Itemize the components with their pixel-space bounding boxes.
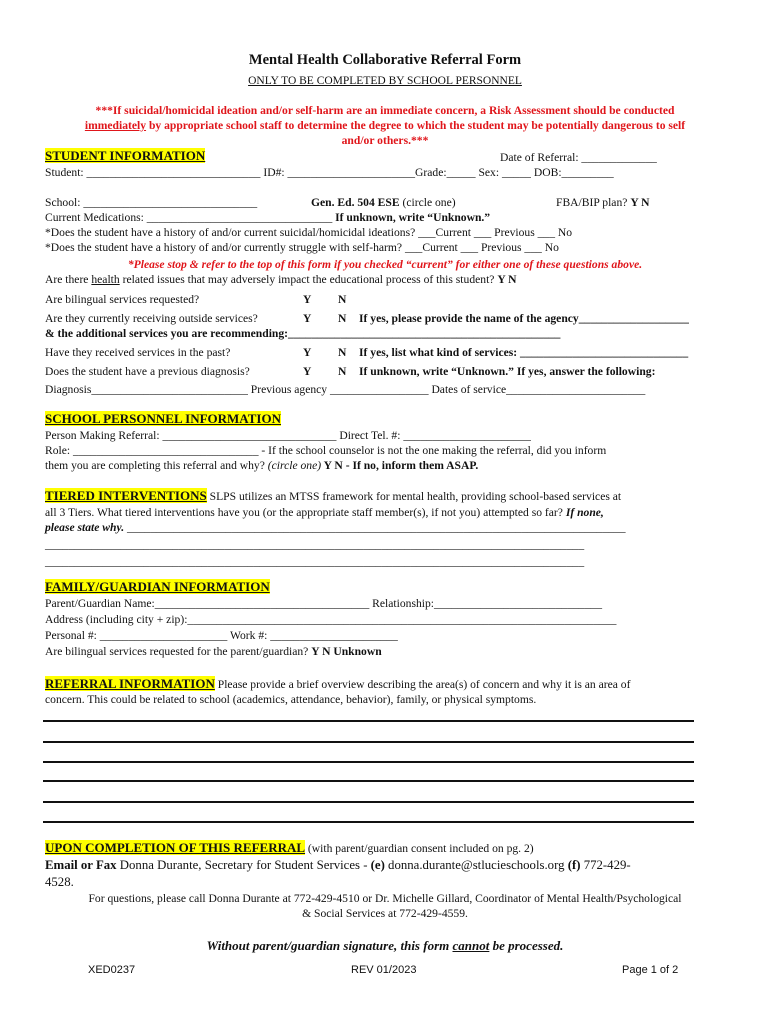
- program-options[interactable]: [311, 195, 456, 210]
- referral-answer-line-1[interactable]: [43, 720, 694, 722]
- referral-answer-line-3[interactable]: [43, 761, 694, 763]
- referral-answer-line-4[interactable]: [43, 780, 694, 782]
- past-y[interactable]: Y: [303, 346, 312, 359]
- diagnosis-note: If unknown, write “Unknown.” If yes, answer the following:: [359, 365, 656, 378]
- personnel-info-heading-text: SCHOOL PERSONNEL INFORMATION: [45, 411, 281, 426]
- parent-bilingual-text: Are bilingual services requested for the parent/guardian?: [45, 645, 309, 658]
- parent-bilingual-question[interactable]: [45, 644, 382, 659]
- health-q-end: related issues that may adversely impact the educational process of this student?: [119, 273, 495, 286]
- contact-name: Donna Durante, Secretary for Student Services -: [116, 858, 371, 872]
- outside-n[interactable]: N: [338, 312, 347, 325]
- suicidal-ideation-question[interactable]: [45, 225, 572, 240]
- tiered-blank-3[interactable]: _____________________________________________________________________________________________: [45, 555, 585, 568]
- tiered-interventions-line-3[interactable]: [45, 520, 626, 535]
- phone-line[interactable]: Personal #: ______________________ Work #: ______________________: [45, 629, 398, 642]
- health-options[interactable]: Y N: [497, 273, 517, 286]
- inform-counselor-question[interactable]: [45, 458, 478, 473]
- contact-line-2: 4528.: [45, 875, 74, 889]
- diagnosis-details-line[interactable]: Diagnosis___________________________ Previous agency _________________ Dates of service________________________: [45, 383, 646, 396]
- agency-name-field[interactable]: If yes, please provide the name of the agency___________________: [359, 312, 689, 325]
- program-options-text: Gen. Ed. 504 ESE: [311, 196, 400, 209]
- date-of-referral-field[interactable]: Date of Referral: _____________: [500, 151, 657, 164]
- health-q-start: Are there: [45, 273, 92, 286]
- fba-bip-question[interactable]: [556, 195, 650, 210]
- role-line[interactable]: Role: ________________________________ - If the school counselor is not the one making the referral, did you inform: [45, 444, 607, 457]
- tiered-interventions-line-2: [45, 505, 604, 520]
- health-question[interactable]: [45, 272, 517, 287]
- warning-text-rest: by appropriate school staff to determine the degree to which the student may be potentially dangerous to self: [146, 119, 686, 132]
- personnel-info-heading: [45, 411, 281, 427]
- bilingual-n[interactable]: N: [338, 293, 347, 306]
- self-harm-text: *Does the student have a history of and/or currently struggle with self-harm? ___Current ___ Previous ___ No: [45, 241, 559, 254]
- warning-line-2: [0, 118, 770, 133]
- tiered-if-none: If none,: [562, 506, 604, 519]
- footer-page-number: Page 1 of 2: [622, 964, 679, 976]
- completion-heading: UPON COMPLETION OF THIS REFERRAL: [45, 840, 306, 855]
- referral-answer-line-5[interactable]: [43, 801, 694, 803]
- signature-text-end: be processed.: [489, 938, 564, 953]
- fax-label: (f): [567, 858, 581, 872]
- referral-info-line-1: [45, 676, 630, 692]
- tiered-interventions-heading: TIERED INTERVENTIONS: [45, 488, 207, 503]
- email-or-fax-label: Email or Fax: [45, 858, 117, 872]
- referral-info-line-2: concern. This could be related to school (academics, attendance, behavior), family, or physical symptoms.: [45, 693, 537, 706]
- parent-name-line[interactable]: Parent/Guardian Name:_____________________________________ Relationship:_____________________________: [45, 597, 603, 610]
- completion-consent: (with parent/guardian consent included on pg. 2): [305, 842, 534, 855]
- tiered-blank-2[interactable]: _____________________________________________________________________________________________: [45, 538, 585, 551]
- warning-line-1: [0, 103, 770, 118]
- family-info-heading-text: FAMILY/GUARDIAN INFORMATION: [45, 579, 270, 594]
- past-services-field[interactable]: If yes, list what kind of services: _____________________________: [359, 346, 689, 359]
- tiered-text-2: all 3 Tiers. What tiered interventions have you (or the appropriate staff member(s), if not you) attempted so far?: [45, 506, 563, 519]
- suicidal-ideation-text: *Does the student have a history of and/or current suicidal/homicidal ideations? ___Current ___ Previous ___ No: [45, 226, 573, 239]
- outside-y[interactable]: Y: [303, 312, 312, 325]
- medications-field[interactable]: Current Medications: ________________________________: [45, 211, 333, 224]
- outside-services-question: Are they currently receiving outside services?: [45, 312, 258, 325]
- address-line[interactable]: Address (including city + zip):__________________________________________________________________________: [45, 613, 617, 626]
- warning-text: ***If suicidal/homicidal ideation and/or self-harm are an immediate concern, a Risk Assessment should be conducted: [95, 104, 675, 117]
- school-field[interactable]: School: ______________________________: [45, 196, 258, 209]
- referral-info-heading: REFERRAL INFORMATION: [45, 676, 215, 691]
- family-info-heading: [45, 579, 270, 595]
- referral-answer-line-2[interactable]: [43, 741, 694, 743]
- past-n[interactable]: N: [338, 346, 347, 359]
- diagnosis-question: Does the student have a previous diagnosis?: [45, 365, 250, 378]
- fba-bip-label: FBA/BIP plan?: [556, 196, 628, 209]
- signature-cannot: cannot: [452, 938, 490, 953]
- fba-bip-options[interactable]: Y N: [630, 196, 650, 209]
- medications-note: If unknown, write “Unknown.”: [332, 211, 491, 224]
- stop-note: *Please stop & refer to the top of this form if you checked “current” for either one of these questions above.: [127, 258, 643, 271]
- student-info-heading-text: STUDENT INFORMATION: [45, 148, 206, 163]
- warning-immediately: immediately: [84, 119, 147, 132]
- diagnosis-n[interactable]: N: [338, 365, 347, 378]
- warning-line-3: and/or others.***: [341, 134, 429, 147]
- student-id-line[interactable]: Student: ______________________________ ID#: ______________________Grade:_____ Sex: _____ DOB:_________: [45, 166, 614, 179]
- completion-line: [45, 840, 534, 856]
- questions-line-1: For questions, please call Donna Durante at 772-429-4510 or Dr. Michelle Gillard, Coordinator of Mental Health/Psychological: [88, 892, 682, 905]
- tiered-state-why: please state why.: [45, 521, 125, 534]
- inform-options[interactable]: Y N - If no, inform them ASAP.: [321, 459, 479, 472]
- additional-services-field[interactable]: & the additional services you are recommending:_______________________________________________: [45, 327, 561, 340]
- questions-line-2: & Social Services at 772-429-4559.: [302, 907, 468, 920]
- parent-bilingual-options[interactable]: Y N Unknown: [311, 645, 382, 658]
- signature-text-start: Without parent/guardian signature, this form: [206, 938, 453, 953]
- health-q-health: health: [91, 273, 120, 286]
- footer-form-code: XED0237: [88, 964, 136, 976]
- tiered-blank-1[interactable]: ______________________________________________________________________________________: [124, 521, 626, 534]
- email-label: (e): [370, 858, 385, 872]
- student-info-heading: [45, 148, 205, 164]
- inform-question-text: them you are completing this referral and why?: [45, 459, 265, 472]
- bilingual-y[interactable]: Y: [303, 293, 312, 306]
- diagnosis-y[interactable]: Y: [303, 365, 312, 378]
- tiered-text-1: SLPS utilizes an MTSS framework for mental health, providing school-based services at: [206, 490, 622, 503]
- contact-line-1: [45, 858, 631, 873]
- contact-email[interactable]: donna.durante@stlucieschools.org: [384, 858, 568, 872]
- medications-line[interactable]: [45, 210, 490, 225]
- referral-answer-line-6[interactable]: [43, 821, 694, 823]
- bilingual-question: Are bilingual services requested?: [45, 293, 200, 306]
- footer-revision: REV 01/2023: [351, 964, 417, 976]
- person-making-referral-line[interactable]: Person Making Referral: ______________________________ Direct Tel. #: ______________________: [45, 429, 531, 442]
- self-harm-question[interactable]: [45, 240, 559, 255]
- form-title: Mental Health Collaborative Referral Form: [248, 52, 522, 68]
- signature-notice: [0, 938, 770, 953]
- circle-one-note: (circle one): [399, 196, 456, 209]
- inform-circle-note: (circle one): [264, 459, 322, 472]
- form-subtitle: ONLY TO BE COMPLETED BY SCHOOL PERSONNEL: [248, 75, 522, 87]
- referral-text-1: Please provide a brief overview describing the area(s) of concern and why it is an area of: [214, 678, 631, 691]
- past-services-question: Have they received services in the past?: [45, 346, 231, 359]
- contact-fax: 772-429-: [580, 858, 631, 872]
- tiered-interventions-line-1: [45, 488, 621, 504]
